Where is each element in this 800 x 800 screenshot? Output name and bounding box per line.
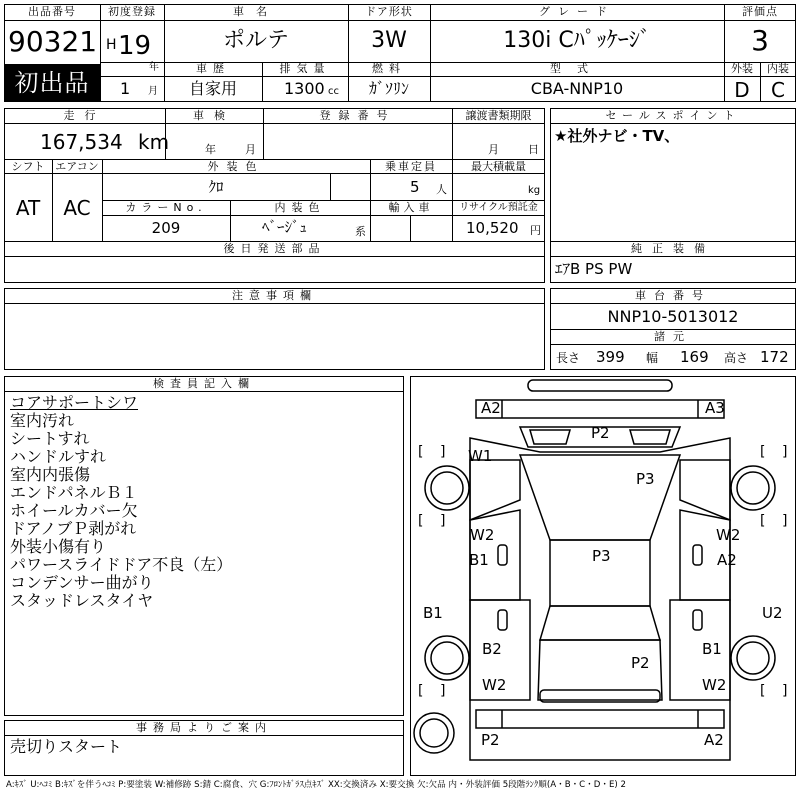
int-color-unit: 系 — [355, 225, 366, 238]
door-label: ドア形状 — [365, 5, 413, 18]
ac: AC — [63, 196, 91, 220]
displacement-label: 排気量 — [279, 62, 331, 75]
body-outline — [470, 438, 730, 760]
bracket-open: [ — [418, 513, 424, 529]
bracket-open: [ — [418, 683, 424, 699]
mark-a2-top: A2 — [481, 399, 501, 417]
lot-number: 90321 — [8, 25, 98, 58]
inspector-item: スタッドレスタイヤ — [10, 591, 154, 610]
color: ｸﾛ — [208, 178, 224, 196]
height: 172 — [760, 348, 789, 366]
shift-label: シフト — [11, 160, 45, 173]
inspector-label: 検査員記入欄 — [153, 377, 255, 390]
interior-score: C — [771, 78, 785, 102]
sales-point: ★社外ナビ・TV、 — [554, 127, 680, 145]
load-unit: kg — [528, 185, 541, 196]
model: CBA-NNP10 — [530, 79, 624, 98]
history-label: 車歴 — [196, 62, 230, 75]
bracket-close: ] — [440, 513, 446, 529]
equipment: ｴｱB PS PW — [555, 260, 633, 278]
office-label: 事務局よりご案内 — [136, 721, 272, 734]
mark-a2-bottom: A2 — [704, 731, 724, 749]
displacement-unit: cc — [328, 86, 339, 97]
mark-b1-left-door: B1 — [469, 551, 489, 569]
mark-w2-left-rear: W2 — [482, 676, 507, 694]
chassis: NNP10-5013012 — [607, 307, 739, 326]
inspection-month-unit: 月 — [245, 143, 256, 156]
mileage: 167,534 — [40, 130, 123, 154]
mark-b1-left-side: B1 — [423, 604, 443, 622]
mark-p2-bottom: P2 — [481, 731, 500, 749]
bracket-close: ] — [440, 683, 446, 699]
mark-w2-right-front: W2 — [716, 526, 741, 544]
chassis-label: 車台番号 — [635, 289, 711, 302]
recycle-label: リサイクル預託金 — [459, 202, 538, 213]
mark-w2-right-rear: W2 — [702, 676, 727, 694]
exterior-label: 外装 — [731, 62, 753, 75]
width: 169 — [680, 348, 709, 366]
bracket-close: ] — [782, 444, 788, 460]
mileage-label: 走行 — [63, 109, 106, 122]
era: H — [106, 37, 117, 53]
mark-p3-roof: P3 — [592, 547, 611, 565]
recycle-unit: 円 — [530, 224, 541, 237]
doc-month-unit: 月 — [488, 143, 499, 156]
color-label: 外装色 — [207, 160, 265, 173]
doc-deadline-label: 譲渡書類期限 — [465, 109, 532, 122]
month-unit: 月 — [148, 86, 158, 97]
windshield-shape — [520, 455, 680, 540]
reg-label: 初度登録 — [108, 5, 156, 18]
later-parts-label: 後日発送部品 — [223, 242, 326, 255]
bracket-close: ] — [440, 444, 446, 460]
mark-p3-windshield: P3 — [636, 470, 655, 488]
height-label: 高さ — [724, 351, 749, 365]
rear-glass-shape — [540, 606, 660, 640]
regno-label: 登録番号 — [319, 109, 396, 122]
width-label: 幅 — [646, 351, 659, 365]
front-bumper-upper — [476, 400, 724, 418]
office-text: 売切りスタート — [10, 737, 123, 756]
history: 自家用 — [188, 79, 237, 98]
mark-p2-rear: P2 — [631, 654, 650, 672]
score: 3 — [751, 24, 769, 57]
bracket-open: [ — [760, 444, 766, 460]
capacity-label: 乗車定員 — [385, 160, 437, 173]
score-label: 評価点 — [742, 5, 778, 18]
inspector-item: ハンドルすれ — [10, 447, 107, 466]
reg-year: 19 — [118, 31, 152, 61]
dims-label: 諸元 — [654, 330, 692, 343]
legend: A:ｷｽﾞ U:ﾍｺﾐ B:ｷｽﾞを伴うﾍｺﾐ P:要塗装 W:補修跡 S:錆 C:腐食、穴 G:ﾌﾛﾝﾄｶﾞﾗｽ点ｷｽﾞ XX:交換済み X:要交換 欠:欠品 内・外装評価 5段階ﾗﾝｸ順(A・B・C・D・E) 2 — [6, 780, 626, 790]
car-name-label: 車名 — [233, 5, 279, 18]
shift: AT — [15, 196, 41, 220]
capacity-unit: 人 — [436, 183, 447, 196]
inspector-item: コアサポートシワ — [10, 393, 139, 412]
notes-label: 注意事項欄 — [232, 289, 317, 302]
bracket-close: ] — [782, 683, 788, 699]
fuel-label: 燃料 — [372, 62, 406, 75]
first-listing-label: 初出品 — [14, 69, 90, 97]
color-no: 209 — [151, 219, 181, 237]
inspector-item: コンデンサー曲がり — [10, 573, 154, 592]
mileage-unit: km — [138, 130, 170, 154]
door: 3W — [371, 28, 407, 53]
interior-label: 内装 — [767, 62, 789, 75]
car-name: ポルテ — [222, 28, 289, 53]
grade-label: グレード — [539, 5, 615, 18]
rear-bumper-shape — [476, 710, 724, 728]
color-no-label: カラーNo. — [125, 201, 207, 214]
recycle: 10,520 — [466, 219, 519, 237]
inspector-item: エンドパネルＢ１ — [10, 483, 138, 502]
lot-label: 出品番号 — [28, 5, 76, 18]
inspector-item: パワースライドドア不良（左） — [10, 555, 233, 574]
fuel: ｶﾞｿﾘﾝ — [368, 79, 409, 98]
inspector-item: ドアノブＰ剥がれ — [10, 519, 137, 538]
mark-u2-right-side: U2 — [762, 604, 783, 622]
front-bumper-shape — [528, 380, 672, 391]
inspector-item: 室内内張傷 — [10, 465, 91, 484]
mark-a2-right-door: A2 — [717, 551, 737, 569]
mark-b2-left-rear: B2 — [482, 640, 502, 658]
mark-a3-top: A3 — [705, 399, 725, 417]
int-color: ﾍﾞｰｼﾞｭ — [262, 218, 308, 236]
mark-w1: W1 — [468, 447, 493, 465]
ac-label: エアコン — [55, 160, 99, 173]
bracket-open: [ — [418, 444, 424, 460]
bracket-open: [ — [760, 513, 766, 529]
bracket-open: [ — [760, 683, 766, 699]
load-label: 最大積載量 — [471, 160, 526, 173]
inspector-item: シートすれ — [10, 429, 90, 448]
reg-month: 1 — [120, 79, 131, 98]
sales-point-label: セールスポイント — [605, 109, 741, 122]
inspection-label: 車検 — [193, 109, 235, 122]
model-label: 型式 — [550, 62, 604, 75]
length: 399 — [596, 348, 625, 366]
capacity: 5 — [410, 178, 420, 196]
length-label: 長さ — [556, 351, 581, 365]
displacement: 1300 — [284, 79, 325, 98]
equipment-label: 純正装備 — [631, 242, 715, 255]
bracket-close: ] — [782, 513, 788, 529]
inspector-item: 室内汚れ — [10, 411, 75, 430]
inspection-year-unit: 年 — [205, 143, 216, 156]
mark-p2-hood: P2 — [591, 424, 610, 442]
int-color-label: 内装色 — [274, 201, 326, 214]
exterior-score: D — [734, 78, 750, 102]
grade: 130i Cﾊﾟｯｹｰｼﾞ — [503, 28, 651, 53]
doc-day-unit: 日 — [528, 143, 539, 156]
year-unit: 年 — [149, 62, 159, 73]
mark-b1-right-rear: B1 — [702, 640, 722, 658]
inspector-item: ホイールカバー欠 — [10, 501, 138, 520]
mark-w2-left-front: W2 — [470, 526, 495, 544]
import-label: 輸入車 — [388, 201, 434, 214]
inspector-item: 外装小傷有り — [10, 537, 107, 556]
